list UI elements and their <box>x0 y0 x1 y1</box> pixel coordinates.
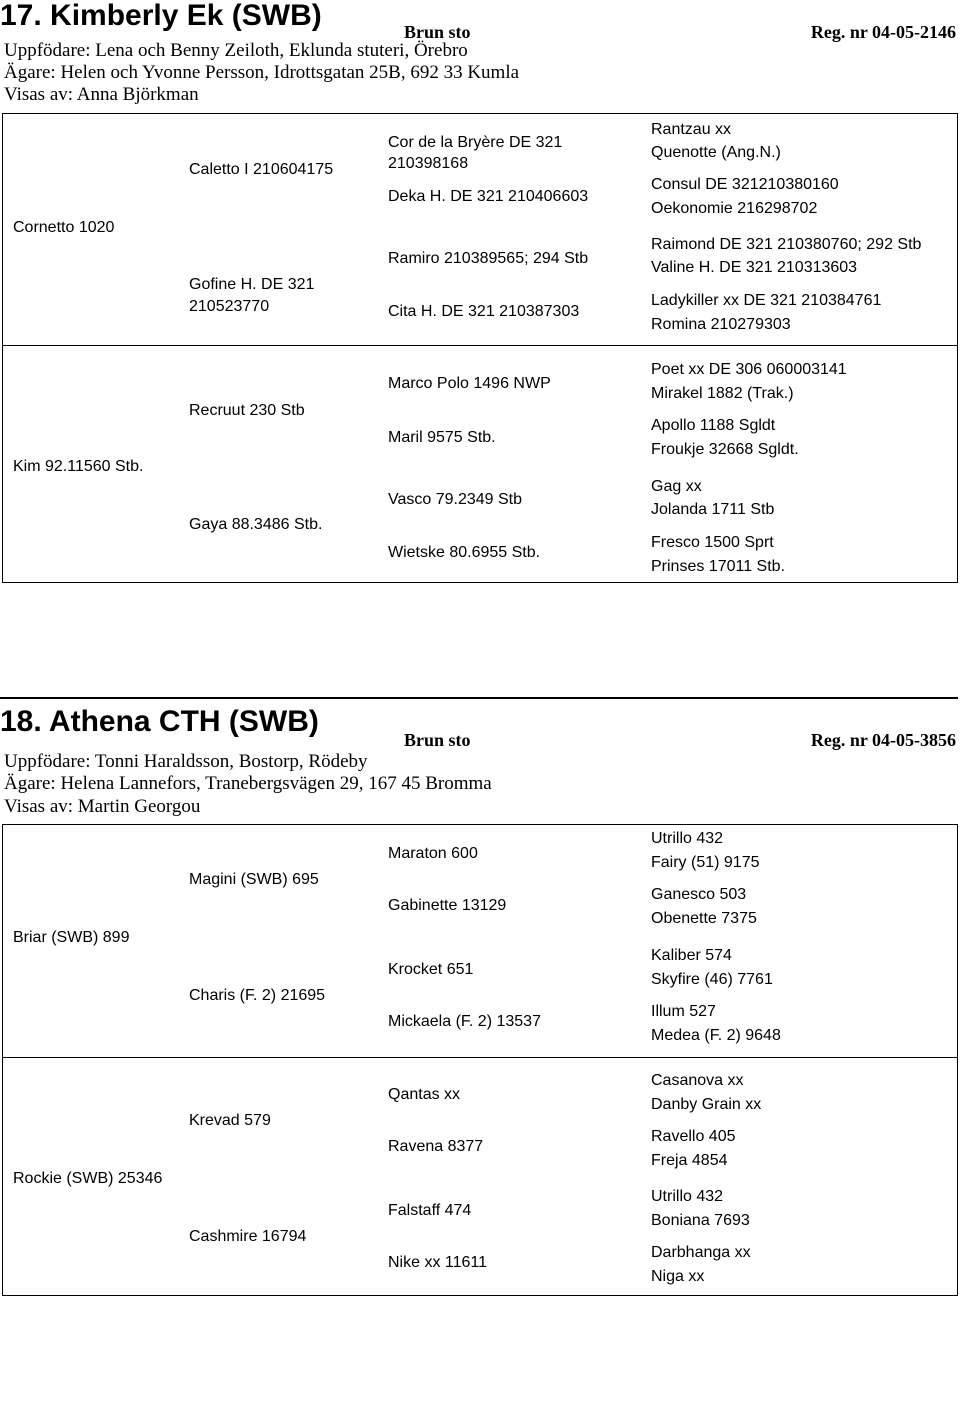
g4-3a: Raimond DE 321 210380760; 292 Stb <box>651 236 922 253</box>
pedigree-divider <box>2 345 958 346</box>
g4-3a: Kaliber 574 <box>651 947 732 964</box>
g4-4b: Medea (F. 2) 9648 <box>651 1027 781 1044</box>
g4-4b: Romina 210279303 <box>651 316 791 333</box>
breeder: Uppfödare: Tonni Haraldsson, Bostorp, Rödeby <box>4 751 368 772</box>
sire-dam-line1: Gofine H. DE 321 <box>189 276 315 293</box>
registration-number: Reg. nr 04-05-3856 <box>810 730 956 750</box>
sd-dam: Mickaela (F. 2) 13537 <box>388 1013 541 1030</box>
g4d-3b: Boniana 7693 <box>651 1212 750 1229</box>
g4d-2a: Apollo 1188 Sgldt <box>651 417 776 434</box>
dam-dam: Cashmire 16794 <box>189 1228 307 1245</box>
dam: Rockie (SWB) 25346 <box>13 1170 163 1187</box>
g4-4a: Ladykiller xx DE 321 210384761 <box>651 292 882 309</box>
sd-sire: Krocket 651 <box>388 961 474 978</box>
dam-dam: Gaya 88.3486 Stb. <box>189 516 323 533</box>
g4-1b: Quenotte (Ang.N.) <box>651 144 781 161</box>
g4d-4a: Fresco 1500 Sprt <box>651 534 774 551</box>
owner: Ägare: Helena Lannefors, Tranebergsvägen 29, 167 45 Bromma <box>4 773 492 794</box>
sire-dam: Charis (F. 2) 21695 <box>189 987 326 1004</box>
dam: Kim 92.11560 Stb. <box>13 458 144 475</box>
g4d-2a: Ravello 405 <box>651 1128 736 1145</box>
g4-2b: Oekonomie 216298702 <box>651 200 818 217</box>
g4-1a: Utrillo 432 <box>651 830 724 847</box>
dd-dam: Wietske 80.6955 Stb. <box>388 544 541 561</box>
sd-sire: Ramiro 210389565; 294 Stb <box>388 250 589 267</box>
color-sex: Brun sto <box>404 730 471 750</box>
g4d-3b: Jolanda 1711 Stb <box>651 501 775 518</box>
g4-1a: Rantzau xx <box>651 121 732 138</box>
g4d-3a: Gag xx <box>651 478 702 495</box>
g4-2a: Ganesco 503 <box>651 886 747 903</box>
g4d-4b: Prinses 17011 Stb. <box>651 558 786 575</box>
g4d-3a: Utrillo 432 <box>651 1188 724 1205</box>
g4d-1b: Mirakel 1882 (Trak.) <box>651 385 794 402</box>
ss-dam: Gabinette 13129 <box>388 897 507 914</box>
owner: Ägare: Helen och Yvonne Persson, Idrottsgatan 25B, 692 33 Kumla <box>4 62 520 83</box>
g4d-1a: Casanova xx <box>651 1072 744 1089</box>
g4d-2b: Freja 4854 <box>651 1152 728 1169</box>
shown-by: Visas av: Anna Björkman <box>4 84 199 105</box>
color-sex: Brun sto <box>404 22 471 42</box>
entry-title: 17. Kimberly Ek (SWB) <box>0 0 322 32</box>
sire-sire: Caletto I 210604175 <box>189 161 334 178</box>
g4d-4a: Darbhanga xx <box>651 1244 751 1261</box>
g4-1b: Fairy (51) 9175 <box>651 854 760 871</box>
g4d-1b: Danby Grain xx <box>651 1096 762 1113</box>
sire-dam-line2: 210523770 <box>189 298 270 315</box>
g4-2a: Consul DE 321210380160 <box>651 176 839 193</box>
ds-sire: Marco Polo 1496 NWP <box>388 375 551 392</box>
ss-dam: Deka H. DE 321 210406603 <box>388 188 589 205</box>
g4d-4b: Niga xx <box>651 1268 705 1285</box>
ss-sire: Maraton 600 <box>388 845 478 862</box>
registration-number: Reg. nr 04-05-2146 <box>810 22 956 42</box>
ds-dam: Maril 9575 Stb. <box>388 429 496 446</box>
breeder: Uppfödare: Lena och Benny Zeiloth, Eklunda stuteri, Örebro <box>4 40 468 61</box>
sire: Briar (SWB) 899 <box>13 929 130 946</box>
dam-sire: Recruut 230 Stb <box>189 402 305 419</box>
dam-sire: Krevad 579 <box>189 1112 271 1129</box>
dd-sire: Vasco 79.2349 Stb <box>388 491 523 508</box>
ds-dam: Ravena 8377 <box>388 1138 484 1155</box>
ss-sire-line2: 210398168 <box>388 155 469 172</box>
g4d-1a: Poet xx DE 306 060003141 <box>651 361 847 378</box>
g4d-2b: Froukje 32668 Sgldt. <box>651 441 799 458</box>
g4-3b: Valine H. DE 321 210313603 <box>651 259 858 276</box>
pedigree-divider <box>2 1057 958 1058</box>
sd-dam: Cita H. DE 321 210387303 <box>388 303 580 320</box>
g4-4a: Illum 527 <box>651 1003 716 1020</box>
shown-by: Visas av: Martin Georgou <box>4 796 201 817</box>
ss-sire-line1: Cor de la Bryère DE 321 <box>388 134 563 151</box>
g4-2b: Obenette 7375 <box>651 910 757 927</box>
dd-sire: Falstaff 474 <box>388 1202 472 1219</box>
entry-title: 18. Athena CTH (SWB) <box>0 705 319 738</box>
dd-dam: Nike xx 11611 <box>388 1254 488 1271</box>
entry-separator <box>0 697 958 699</box>
g4-3b: Skyfire (46) 7761 <box>651 971 773 988</box>
sire-sire: Magini (SWB) 695 <box>189 871 319 888</box>
sire: Cornetto 1020 <box>13 219 115 236</box>
ds-sire: Qantas xx <box>388 1086 461 1103</box>
